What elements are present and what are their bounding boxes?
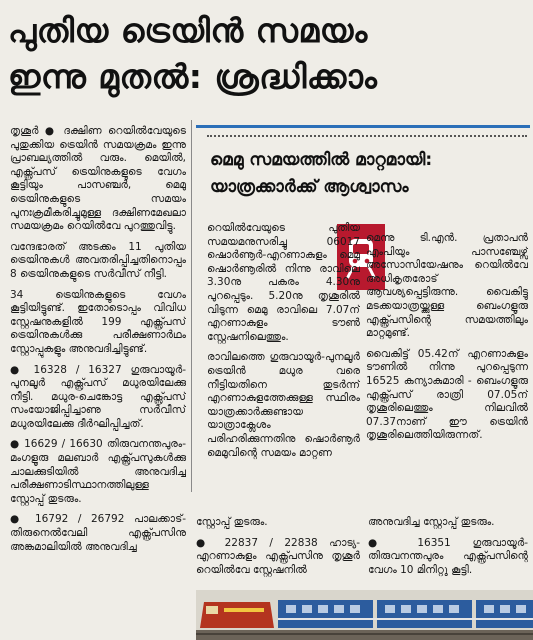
continued-column-right xyxy=(368,516,528,586)
article-paragraph: സ്റ്റോപ്പ് തുടരും. xyxy=(196,516,268,528)
sub-article-column-1 xyxy=(207,222,360,492)
headline-line-1: പുതിയ ട്രെയിൻ സമയം xyxy=(8,11,368,50)
article-paragraph: ● 16792 / 26792 പാലക്കാട്-തിരുനെൽവേലി എക്സ്പ്രസിനു അങ്കമാലിയിൽ അനുവദിച്ച xyxy=(10,513,186,553)
article-paragraph: വന്ദേഭാരത് അടക്കം 11 പുതിയ ട്രെയിനുകൾ അവതരിപ്പിച്ചതിനൊപ്പം 8 ട്രെയിനുകളുടെ സർവീസ് നീട്ടി. xyxy=(10,240,186,280)
article-paragraph: രാവിലത്തെ ഗുരുവായൂർ-പുനലൂർ ട്രെയിൻ മധുര വരെ നീട്ടിയതിനെ തുടർന്ന് എറണാകുളത്തേക്കുള്ള സ്ഥിരം യാത്രക്കാർക്കുണ്ടായ യാത്രാക്ലേശം പരിഹരിക്കുന്നതിനു ഷൊർണൂർ മെമുവിന്റെ സമയം മാറ്റണ xyxy=(207,351,360,459)
article-paragraph: ● 16351 ഗുരുവായൂർ-തിരുവനന്തപുരം എക്സ്പ്രസിന്റെ വേഗം 10 മിനിറ്റു കൂട്ടി. xyxy=(368,536,528,576)
column-divider xyxy=(191,120,192,492)
continued-column-middle xyxy=(196,516,360,586)
sub-article-column-2 xyxy=(366,232,528,492)
sidebar-accent-rule xyxy=(196,125,530,128)
article-paragraph: മെന്നു ടി.എൻ. പ്രതാപൻ എംപിയും പാസഞ്ചേഴ്സ് അസോസിയേഷനും റെയിൽവേ അധികൃതരോട് ആവശ്യപ്പെട്ടിരുന്നു. വൈകിട്ടു മടക്കയാത്രയ്ക്കുള്ള ബെംഗളൂരു എക്സ്പ്രസിന്റെ സമയത്തിലും മാറ്റമുണ്ട്. xyxy=(366,232,528,340)
train-photo xyxy=(196,590,533,640)
main-article-column xyxy=(10,125,186,637)
sub-article-headline xyxy=(210,147,528,201)
headline-line-2: ഇന്നു മുതൽ: ശ്രദ്ധിക്കാം xyxy=(8,57,378,96)
article-paragraph: വൈകിട്ട് 05.42ന് എറണാകുളം ടൗണിൽ നിന്നു പുറപ്പെടുന്ന 16525 കന്യാകുമാരി - ബെംഗളൂരു എക്സ്പ്രസ് രാത്രി 07.05ന് തൃശൂരിലെത്തും നിലവിൽ 07.37നാണ് ഈ ട്രെയിൻ തൃശൂരിലെത്തിയിരുന്നത്. xyxy=(366,347,528,442)
dotted-divider xyxy=(207,135,527,137)
article-paragraph: റെയിൽവേയുടെ പുതിയ സമയമനുസരിച്ചു 06017 ഷൊർണൂർ-എറണാകുളം മെമു ഷൊർണൂരിൽ നിന്നു രാവിലെ 3.30നു പകരം 4.30നു പുറപ്പെടും. 5.20നു തൃശൂരിൽ വിടുന്ന മെമു രാവിലെ 7.07ന് എറണാകുളം ടൗൺ സ്റ്റേഷനിലെത്തും. xyxy=(207,222,360,343)
subhead-line-1: മെമു സമയത്തിൽ മാറ്റമായി: xyxy=(210,150,433,170)
article-paragraph: ● 16328 / 16327 ഗുരുവായൂർ-പുനലൂർ എക്സ്പ്രസ് മധുരയിലേക്കു നീട്ടി. മധുര-ചെങ്കോട്ട എക്സ്പ്രസ് സംയോജിപ്പിച്ചാണു സർവീസ് മധുരയിലേക്കു ദീർഘിപ്പിച്ചത്. xyxy=(10,363,186,430)
subhead-line-2: യാത്രക്കാർക്ക് ആശ്വാസം xyxy=(210,177,409,197)
article-paragraph: തൃശൂർ ● ദക്ഷിണ റെയിൽവേയുടെ പുതുക്കിയ ട്രെയിൻ സമയക്രമം ഇന്നു പ്രാബല്യത്തിൽ വരും. മെയിൽ, എക്സ്പ്രസ് ട്രെയിനുകളുടെ വേഗം കൂട്ടിയും പാസഞ്ചർ, മെമു ട്രെയിനുകളുടെ സമയം പുനഃക്രമീകരിച്ചുമുള്ള ദക്ഷിണമേഖലാ സമയക്രമം റെയിൽവേ പുറത്തുവിട്ടു. xyxy=(10,125,186,233)
article-paragraph: 34 ട്രെയിനുകളുടെ വേഗം കൂട്ടിയിട്ടുണ്ട്. ഇതോടൊപ്പം വിവിധ സ്റ്റേഷനുകളിൽ 199 എക്സ്പ്രസ് ട്രെയിനുകൾക്കു പരീക്ഷണാർഥം സ്റ്റോപ്പുകളും അനുവദിച്ചിട്ടുണ്ട്. xyxy=(10,288,186,355)
article-paragraph: ● 22837 / 22838 ഹാട്യ-എറണാകുളം എക്സ്പ്രസിനു തൃശൂർ റെയിൽവേ സ്റ്റേഷനിൽ xyxy=(196,536,360,576)
article-paragraph: അനുവദിച്ച സ്റ്റോപ്പ് തുടരും. xyxy=(368,516,495,528)
main-headline xyxy=(8,8,528,100)
article-paragraph: ● 16629 / 16630 തിരുവനന്തപുരം-മംഗളൂരു മലബാർ എക്സ്പ്രസുകൾക്കു ചാലക്കുടിയിൽ അനുവദിച്ച പരീക്ഷണാടിസ്ഥാനത്തിലുള്ള സ്റ്റോപ്പ് തുടരും. xyxy=(10,438,186,505)
